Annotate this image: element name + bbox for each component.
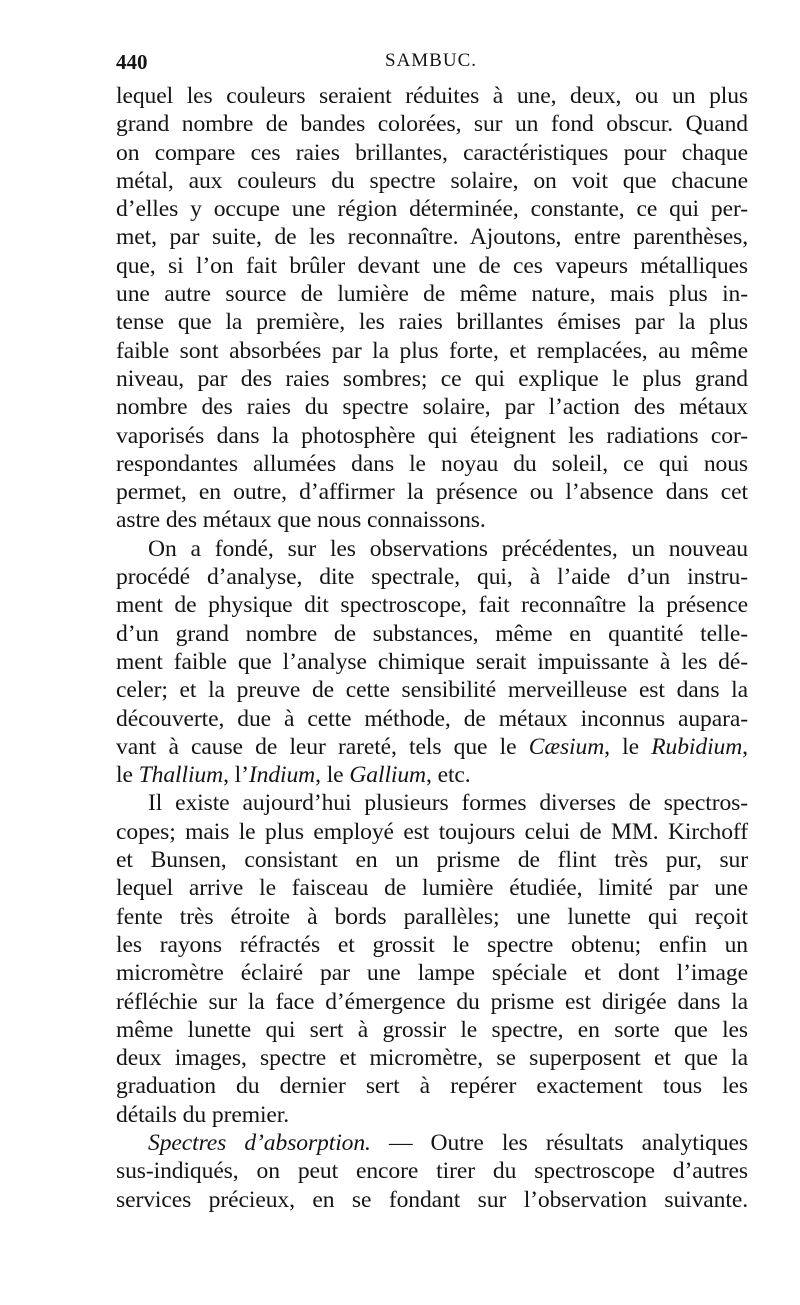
- text-run: d’un grand nombre de substances, même en quantité telle-: [116, 620, 748, 647]
- text-line: [116, 931, 748, 959]
- text-line: [116, 563, 748, 591]
- body-text: [116, 82, 748, 1214]
- text-run: métal, aux couleurs du spectre solaire, on voit que chacune: [116, 167, 748, 194]
- text-line: [116, 1072, 748, 1100]
- text-line: [116, 1101, 748, 1129]
- text-line: [116, 167, 748, 195]
- text-line: [116, 280, 748, 308]
- text-line: [116, 478, 748, 506]
- text-line: [116, 988, 748, 1016]
- text-run: graduation du dernier sert à repérer exactement tous les: [116, 1073, 748, 1100]
- text-run: une autre source de lumière de même nature, mais plus in-: [116, 281, 748, 308]
- text-run: le: [116, 762, 139, 789]
- text-line: [116, 761, 748, 789]
- text-run: procédé d’analyse, dite spectrale, qui, à l’aide d’un instru-: [116, 564, 748, 591]
- text-line: [116, 535, 748, 563]
- text-run: niveau, par des raies sombres; ce qui explique le plus grand: [116, 365, 748, 392]
- text-line: [116, 195, 748, 223]
- text-line: [116, 365, 748, 393]
- text-line: [116, 506, 748, 534]
- text-line: [116, 1044, 748, 1072]
- italic-term: Spectres d’absorption.: [148, 1129, 371, 1156]
- text-run: détails du premier.: [116, 1101, 290, 1128]
- text-line: [116, 620, 748, 648]
- text-run: deux images, spectre et micromètre, se superposent et que la: [116, 1045, 748, 1072]
- text-line: [116, 733, 748, 761]
- italic-term: Gallium: [349, 762, 426, 789]
- text-run: , le: [315, 762, 350, 789]
- text-line: [116, 705, 748, 733]
- text-line: [116, 450, 748, 478]
- paragraph: [116, 789, 748, 1129]
- text-run: lequel les couleurs seraient réduites à une, deux, ou un plus: [116, 83, 748, 109]
- text-run: ment faible que l’analyse chimique serait impuissante à les dé-: [116, 648, 748, 675]
- text-line: [116, 903, 748, 931]
- text-run: copes; mais le plus employé est toujours celui de MM. Kirchoff: [116, 818, 748, 845]
- text-line: [116, 393, 748, 421]
- text-run: lequel arrive le faisceau de lumière étudiée, limité par une: [116, 875, 748, 902]
- text-run: d’elles y occupe une région déterminée, constante, ce qui per-: [116, 196, 748, 223]
- text-run: respondantes allumées dans le noyau du soleil, ce qui nous: [116, 450, 748, 477]
- text-run: même lunette qui sert à grossir le spectre, en sorte que les: [116, 1016, 748, 1043]
- text-run: que, si l’on fait brûler devant une de ces vapeurs métalliques: [116, 252, 748, 279]
- text-line: [116, 959, 748, 987]
- italic-term: Cæsium: [528, 733, 605, 760]
- text-run: On a fondé, sur les observations précédentes, un nouveau: [148, 535, 748, 562]
- italic-term: Rubidium: [651, 733, 743, 760]
- text-run: celer; et la preuve de cette sensibilité merveilleuse est dans la: [116, 677, 748, 704]
- text-run: micromètre éclairé par une lampe spéciale et dont l’image: [116, 960, 748, 987]
- text-line: [116, 591, 748, 619]
- text-run: tense que la première, les raies brillantes émises par la plus: [116, 309, 748, 336]
- text-line: [116, 308, 748, 336]
- text-line: [116, 676, 748, 704]
- text-line: [116, 648, 748, 676]
- text-line: [116, 1016, 748, 1044]
- text-run: réfléchie sur la face d’émergence du prisme est dirigée dans la: [116, 988, 748, 1015]
- text-run: sus-indiqués, on peut encore tirer du spectroscope d’autres: [116, 1158, 748, 1185]
- text-line: [116, 874, 748, 902]
- text-line: [116, 223, 748, 251]
- paragraph: [116, 82, 748, 535]
- text-run: astre des métaux que nous connaissons.: [116, 507, 486, 534]
- text-line: [116, 110, 748, 138]
- text-run: et Bunsen, consistant en un prisme de flint très pur, sur: [116, 847, 748, 874]
- text-line: [116, 1157, 748, 1185]
- text-run: les rayons réfractés et grossit le spectre obtenu; enfin un: [116, 931, 748, 958]
- text-line: [116, 82, 748, 110]
- text-run: grand nombre de bandes colorées, sur un fond obscur. Quand: [116, 111, 748, 138]
- text-run: découverte, due à cette méthode, de métaux inconnus aupara-: [116, 705, 748, 732]
- text-run: faible sont absorbées par la plus forte, et remplacées, au même: [116, 337, 748, 364]
- paragraph: [116, 1129, 748, 1214]
- text-line: [116, 818, 748, 846]
- italic-term: Indium: [248, 762, 316, 789]
- text-run: ment de physique dit spectroscope, fait reconnaître la présence: [116, 592, 748, 619]
- text-run: vaporisés dans la photosphère qui éteignent les radiations cor-: [116, 422, 748, 449]
- page-header: [116, 50, 746, 78]
- text-run: fente très étroite à bords parallèles; une lunette qui reçoit: [116, 903, 748, 930]
- paragraph: [116, 535, 748, 790]
- text-run: services précieux, en se fondant sur l’observation suivante.: [116, 1186, 748, 1213]
- text-run: Il existe aujourd’hui plusieurs formes diverses de spectros-: [148, 790, 748, 817]
- text-run: ,: [742, 733, 748, 760]
- running-title: SAMBUC.: [385, 50, 477, 71]
- text-run: , l’: [223, 762, 249, 789]
- text-line: [116, 1129, 748, 1157]
- text-line: [116, 789, 748, 817]
- text-run: vant à cause de leur rareté, tels que le: [116, 733, 529, 760]
- text-line: [116, 1186, 748, 1214]
- text-line: [116, 846, 748, 874]
- text-run: — Outre les résultats analytiques: [370, 1129, 748, 1156]
- text-line: [116, 252, 748, 280]
- text-run: met, par suite, de les reconnaître. Ajoutons, entre parenthèses,: [116, 224, 748, 251]
- text-line: [116, 139, 748, 167]
- italic-term: Thallium: [138, 762, 224, 789]
- text-line: [116, 337, 748, 365]
- text-run: on compare ces raies brillantes, caractéristiques pour chaque: [116, 139, 748, 166]
- text-run: , le: [604, 733, 652, 760]
- text-line: [116, 422, 748, 450]
- page-number: 440: [116, 50, 148, 74]
- text-run: permet, en outre, d’affirmer la présence ou l’absence dans cet: [116, 479, 748, 506]
- text-run: nombre des raies du spectre solaire, par l’action des métaux: [116, 394, 748, 421]
- text-run: , etc.: [426, 762, 471, 789]
